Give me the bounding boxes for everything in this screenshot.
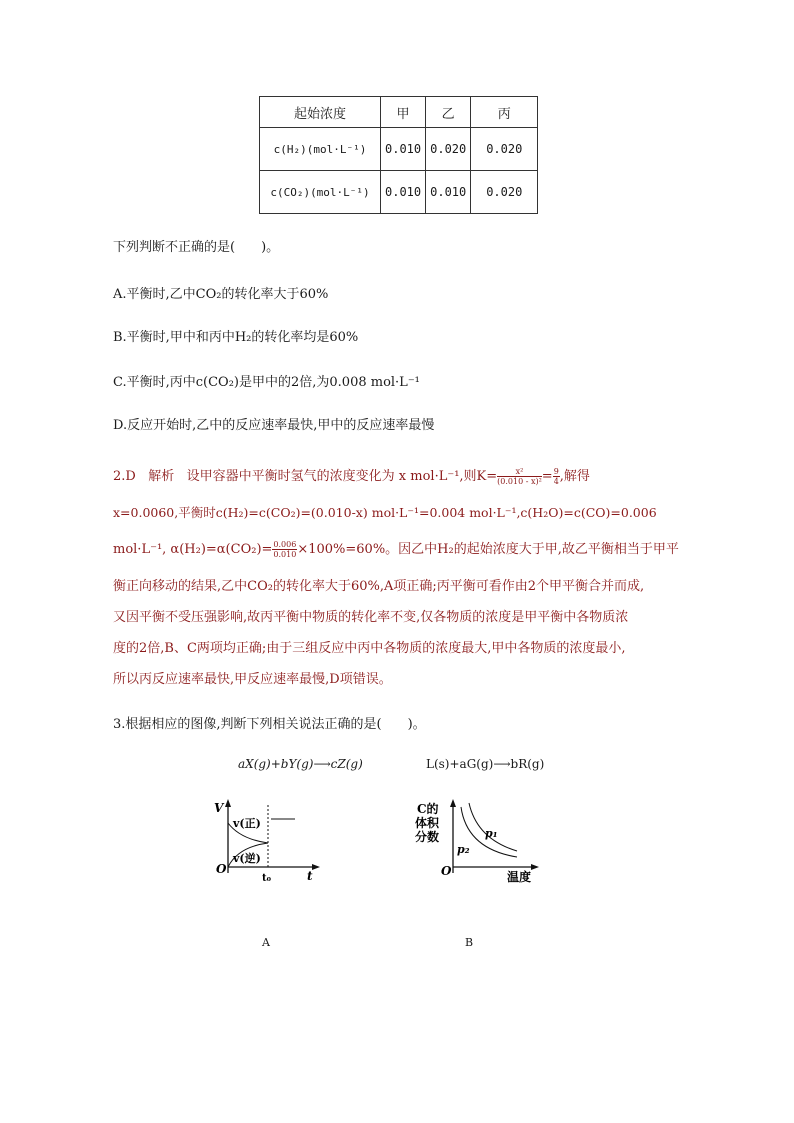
table-row xyxy=(260,171,538,214)
answer-line-1 xyxy=(113,465,590,486)
answer-text: ×100%=60%。因乙中H₂的起始浓度大于甲,故乙平衡相当于甲平 xyxy=(297,542,679,557)
table-cell: 0.010 xyxy=(381,128,426,171)
answer-number: 2.D xyxy=(113,469,136,484)
x-axis-arrow-icon xyxy=(531,864,539,870)
table-cell: 0.010 xyxy=(426,171,471,214)
x-axis-label: t xyxy=(307,869,313,883)
x-axis-label: 温度 xyxy=(507,870,532,884)
y-axis-arrow-icon xyxy=(450,799,456,807)
row-label: c(CO₂)(mol·L⁻¹) xyxy=(260,171,381,214)
origin-label: O xyxy=(441,864,452,878)
t0-label: t₀ xyxy=(262,873,271,884)
answer-line-5: 又因平衡不受压强影响,故丙平衡中物质的转化率不变,仅各物质的浓度是甲平衡中各物质浓 xyxy=(113,610,629,625)
figure-label-a: A xyxy=(262,936,270,949)
question-3-stem: 3.根据相应的图像,判断下列相关说法正确的是( )。 xyxy=(113,717,426,732)
table-cell: 0.020 xyxy=(426,128,471,171)
x-axis-arrow-icon xyxy=(312,864,320,870)
answer-line-3 xyxy=(113,538,679,559)
fraction-denominator: 4 xyxy=(553,477,559,486)
y-axis-arrow-icon xyxy=(225,799,231,807)
table-cell: 0.020 xyxy=(471,171,538,214)
y-axis-label: V xyxy=(214,801,224,815)
header-cell: 起始浓度 xyxy=(260,97,381,128)
k-fraction xyxy=(497,467,542,486)
equation-a: aX(g)+bY(g)⟶cZ(g) xyxy=(238,757,363,771)
reverse-rate-label: v(逆) xyxy=(233,852,261,865)
answer-line-7: 所以丙反应速率最快,甲反应速率最慢,D项错误。 xyxy=(113,672,392,687)
graph-a xyxy=(208,795,328,885)
question-stem: 下列判断不正确的是( )。 xyxy=(113,240,280,255)
answer-text: = xyxy=(541,469,553,484)
answer-line-2: x=0.0060,平衡时c(H₂)=c(CO₂)=(0.010-x) mol·L⁻¹=0.004 mol·L⁻¹,c(H₂O)=c(CO)=0.006 xyxy=(113,505,657,520)
y-label-line-1: C的 xyxy=(417,802,439,816)
alpha-fraction xyxy=(272,540,297,559)
origin-label: O xyxy=(216,862,227,876)
option-a: A.平衡时,乙中CO₂的转化率大于60% xyxy=(113,287,329,302)
answer-tag: 解析 xyxy=(148,469,175,484)
table-row xyxy=(260,128,538,171)
k-denominator: (0.010 - x)² xyxy=(497,477,542,486)
answer-line-6: 度的2倍,B、C两项均正确;由于三组反应中丙中各物质的浓度最大,甲中各物质的浓度最小, xyxy=(113,641,626,656)
table-cell: 0.020 xyxy=(471,128,538,171)
option-c: C.平衡时,丙中c(CO₂)是甲中的2倍,为0.008 mol·L⁻¹ xyxy=(113,375,420,390)
table-cell: 0.010 xyxy=(381,171,426,214)
answer-text: mol·L⁻¹, α(H₂)=α(CO₂)= xyxy=(113,542,273,557)
fraction-numerator: 0.006 xyxy=(273,540,297,549)
header-cell: 甲 xyxy=(381,97,426,128)
header-cell: 丙 xyxy=(471,97,538,128)
y-label-line-2: 体积 xyxy=(415,816,440,830)
answer-text: 设甲容器中平衡时氢气的浓度变化为 x mol·L⁻¹,则K= xyxy=(186,469,498,484)
nine-fourths-fraction xyxy=(553,467,560,486)
row-label: c(H₂)(mol·L⁻¹) xyxy=(260,128,381,171)
k-numerator: x² xyxy=(497,467,542,477)
fraction-numerator: 9 xyxy=(553,467,559,476)
fraction-denominator: 0.010 xyxy=(273,550,297,559)
answer-text: ,解得 xyxy=(559,469,590,484)
option-d: D.反应开始时,乙中的反应速率最快,甲中的反应速率最慢 xyxy=(113,418,435,433)
answer-line-4: 衡正向移动的结果,乙中CO₂的转化率大于60%,A项正确;丙平衡可看作由2个甲平衡合并而成, xyxy=(113,579,645,594)
p2-label: p₂ xyxy=(457,843,470,856)
option-b: B.平衡时,甲中和丙中H₂的转化率均是60% xyxy=(113,330,359,345)
figure-label-b: B xyxy=(465,936,474,949)
p1-label: p₁ xyxy=(485,827,498,840)
table-header-row xyxy=(260,97,538,128)
equation-b: L(s)+aG(g)⟶bR(g) xyxy=(426,757,545,771)
graph-b xyxy=(405,795,545,890)
y-label-line-3: 分数 xyxy=(415,830,440,844)
forward-rate-label: v(正) xyxy=(233,817,261,830)
concentration-table xyxy=(259,96,538,214)
header-cell: 乙 xyxy=(426,97,471,128)
